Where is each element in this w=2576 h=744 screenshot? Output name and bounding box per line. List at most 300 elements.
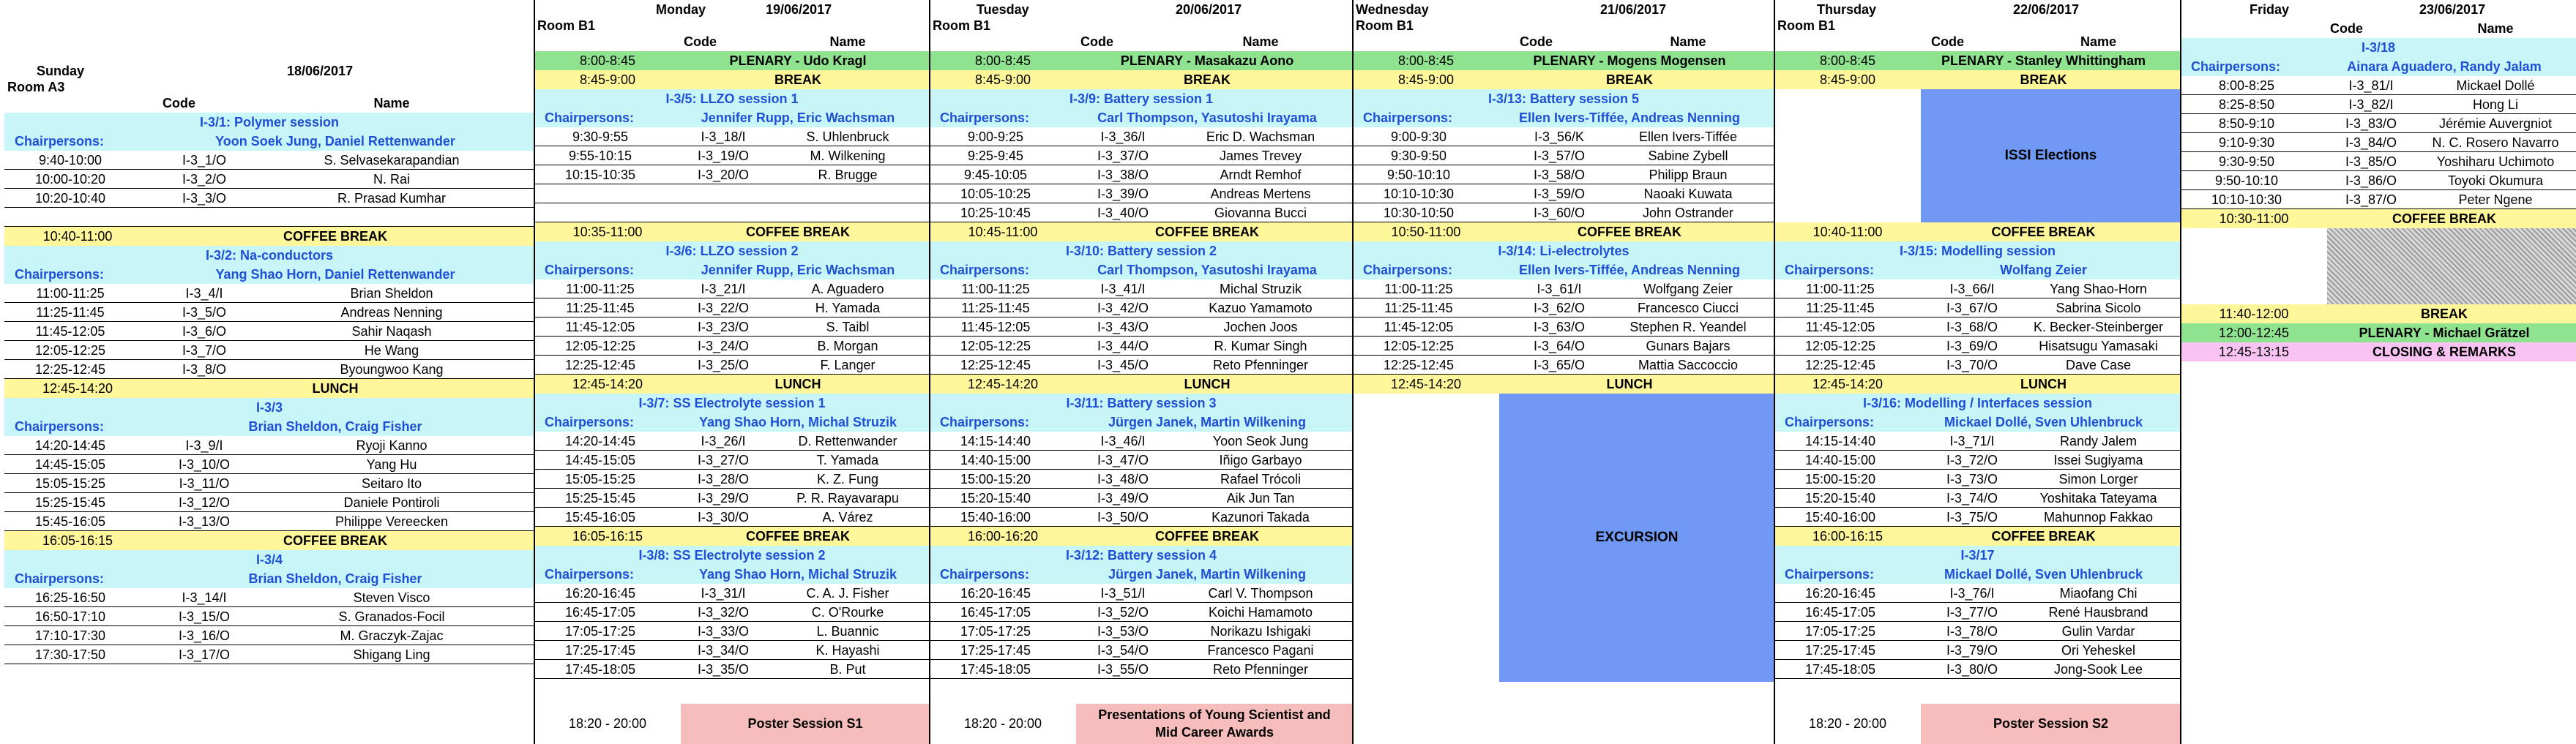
talk-time: 10:30-10:50 (1383, 206, 1455, 220)
speaker-name: Carl V. Thompson (1208, 586, 1313, 601)
session-title: I-3/2: Na-conductors (4, 246, 534, 265)
day-separator (1774, 0, 1775, 744)
talk-code: I-3_35/O (697, 662, 750, 677)
talk-code: I-3_16/O (178, 628, 231, 643)
chairpersons-label: Chairpersons: (940, 263, 1030, 277)
talk-code: I-3_83/O (2345, 116, 2397, 131)
chairpersons-label: Chairpersons: (2191, 59, 2281, 74)
talk-code: I-3_62/O (1533, 301, 1586, 315)
speaker-name: Yang Shao-Horn (2050, 282, 2147, 296)
day-date: 20/06/2017 (1176, 2, 1242, 17)
talk-code: I-3_66/I (1949, 282, 1995, 296)
talk-code: I-3_76/I (1949, 586, 1995, 601)
talk-code: I-3_34/O (697, 643, 750, 658)
talk-time: 15:25-15:45 (34, 495, 106, 510)
name-header: Name (2080, 34, 2117, 49)
speaker-name: Issei Sugiyama (2053, 453, 2143, 467)
talk-time: 16:45-17:05 (1804, 605, 1876, 620)
chairpersons-names: Yoon Soek Jung, Daniel Rettenwander (215, 134, 455, 149)
talk-time: 9:40-10:00 (38, 153, 102, 168)
talk-code: I-3_12/O (178, 495, 231, 510)
talk-time: 8:50-9:10 (2218, 116, 2275, 131)
talk-code: I-3_13/O (178, 514, 231, 529)
talk-code: I-3_58/O (1533, 168, 1586, 182)
talk-time: 10:10-10:30 (2211, 192, 2282, 207)
talk-code: I-3_50/O (1097, 510, 1149, 525)
speaker-name: M. Graczyk-Zajac (340, 628, 444, 643)
chairpersons-names: Carl Thompson, Yasutoshi Irayama (1097, 263, 1317, 277)
slot-title: COFFEE BREAK (1154, 225, 1259, 239)
monday-column (534, 0, 930, 744)
room-label: Room A3 (7, 80, 65, 94)
speaker-name: Daniele Pontiroli (343, 495, 440, 510)
speaker-name: M. Wilkening (810, 149, 886, 163)
talk-time: 17:45-18:05 (960, 662, 1031, 677)
slot-time: 16:00-16:20 (967, 529, 1039, 544)
speaker-name: Sabrina Sicolo (2056, 301, 2141, 315)
chairpersons-label: Chairpersons: (545, 415, 635, 429)
chairpersons-names: Brian Sheldon, Craig Fisher (248, 571, 422, 586)
talk-time: 17:45-18:05 (564, 662, 636, 677)
talk-time: 14:20-14:45 (564, 434, 636, 448)
slot-time: 12:45-14:20 (572, 377, 643, 391)
talk-time: 9:00-9:25 (967, 129, 1024, 144)
speaker-name (766, 203, 930, 222)
poster-title: Poster Session S2 (1993, 716, 2109, 731)
talk-time: 11:25-11:45 (36, 305, 105, 320)
chairpersons-label: Chairpersons: (1363, 110, 1453, 125)
talk-code: I-3_60/O (1533, 206, 1586, 220)
talk-time: 17:10-17:30 (34, 628, 106, 643)
talk-code: I-3_24/O (697, 339, 750, 353)
speaker-name: Philipp Braun (1649, 168, 1728, 182)
slot-time: 12:00-12:45 (2218, 326, 2290, 340)
code-header: Code (1520, 34, 1553, 49)
chairpersons-label: Chairpersons: (15, 267, 105, 282)
chairpersons-names: Jennifer Rupp, Eric Wachsman (701, 263, 895, 277)
talk-code: I-3_7/O (182, 343, 227, 358)
slot-title: COFFEE BREAK (1991, 529, 2096, 544)
talk-time: 9:55-10:15 (568, 149, 632, 163)
chairpersons-names: Mickael Dollé, Sven Uhlenbruck (1944, 567, 2143, 582)
chairpersons-label: Chairpersons: (1363, 263, 1453, 277)
slot-title: COFFEE BREAK (1577, 225, 1681, 239)
speaker-name: Hong Li (2472, 97, 2519, 112)
speaker-name: Jong-Sook Lee (2053, 662, 2143, 677)
talk-code: I-3_28/O (697, 472, 750, 486)
session-title: I-3/4 (4, 550, 534, 569)
speaker-name: S. Granados-Focil (338, 609, 445, 624)
day-date: 22/06/2017 (2013, 2, 2080, 17)
talk-code: I-3_59/O (1533, 187, 1586, 201)
talk-time (534, 203, 666, 222)
session-title: I-3/1: Polymer session (4, 113, 534, 132)
talk-time: 15:45-16:05 (564, 510, 636, 525)
speaker-name: F. Langer (820, 358, 876, 372)
speaker-name: John Ostrander (1642, 206, 1734, 220)
speaker-name: Yoshiharu Uchimoto (2436, 154, 2555, 169)
talk-time: 14:15-14:40 (1804, 434, 1876, 448)
talk-time: 12:25-12:45 (960, 358, 1031, 372)
talk-code: I-3_75/O (1946, 510, 1998, 525)
chairpersons-names: Yang Shao Horn, Michal Struzik (698, 567, 897, 582)
speaker-name: Andreas Mertens (1210, 187, 1311, 201)
talk-time: 11:25-11:45 (566, 301, 635, 315)
talk-code: I-3_63/O (1533, 320, 1586, 334)
speaker-name: Peter Ngene (2458, 192, 2533, 207)
poster-time: 18:20 - 20:00 (963, 716, 1042, 731)
talk-time: 14:45-15:05 (34, 457, 106, 472)
chairpersons-names: Ainara Aguadero, Randy Jalam (2347, 59, 2542, 74)
slot-time: 8:45-9:00 (1819, 72, 1876, 87)
talk-code: I-3_87/O (2345, 192, 2397, 207)
code-header: Code (163, 96, 195, 110)
talk-time: 11:45-12:05 (35, 324, 105, 339)
row-divider (1774, 678, 2181, 679)
slot-title: COFFEE BREAK (745, 529, 850, 544)
talk-time: 17:25-17:45 (1804, 643, 1876, 658)
talk-time: 9:10-9:30 (2218, 135, 2275, 150)
talk-time: 10:00-10:20 (34, 172, 106, 187)
day-separator (929, 0, 930, 744)
slot-title: LUNCH (1606, 377, 1653, 391)
talk-time: 11:45-12:05 (1384, 320, 1454, 334)
speaker-name: Randy Jalem (2059, 434, 2138, 448)
talk-time: 12:05-12:25 (34, 343, 106, 358)
row-divider (930, 678, 1353, 679)
room-label: Room B1 (1356, 18, 1414, 33)
speaker-name: Simon Lorger (2058, 472, 2138, 486)
session-title: I-3/18 (2181, 38, 2576, 57)
slot-title: LUNCH (1184, 377, 1231, 391)
name-header: Name (373, 96, 410, 110)
talk-code: I-3_25/O (697, 358, 750, 372)
poster-time: 18:20 - 20:00 (1808, 716, 1887, 731)
slot-title: PLENARY - Mogens Mogensen (1533, 53, 1726, 68)
talk-code: I-3_64/O (1533, 339, 1586, 353)
day-name: Monday (656, 2, 706, 17)
talk-time: 15:00-15:20 (1804, 472, 1876, 486)
talk-code: I-3_21/I (701, 282, 746, 296)
talk-code: I-3_36/I (1100, 129, 1146, 144)
talk-code: I-3_53/O (1097, 624, 1149, 639)
talk-time: 16:25-16:50 (34, 590, 106, 605)
slot-title: LUNCH (312, 381, 359, 396)
slot-time: 10:50-11:00 (1391, 225, 1461, 239)
chairpersons-label: Chairpersons: (940, 110, 1030, 125)
talk-time: 11:00-11:25 (1806, 282, 1875, 296)
speaker-name: D. Rettenwander (798, 434, 897, 448)
talk-time: 14:40-15:00 (1804, 453, 1876, 467)
talk-code: I-3_41/I (1100, 282, 1146, 296)
talk-time: 8:00-8:25 (2218, 78, 2275, 93)
speaker-name: T. Yamada (816, 453, 879, 467)
talk-time: 15:45-16:05 (34, 514, 106, 529)
talk-code: I-3_4/I (185, 286, 223, 301)
talk-code (681, 184, 766, 203)
talk-code: I-3_72/O (1946, 453, 1998, 467)
talk-time: 14:15-14:40 (960, 434, 1031, 448)
chairpersons-label: Chairpersons: (15, 419, 105, 434)
talk-code: I-3_81/I (2348, 78, 2394, 93)
talk-time: 17:30-17:50 (34, 647, 106, 662)
talk-code: I-3_26/I (701, 434, 746, 448)
session-title: I-3/16: Modelling / Interfaces session (1774, 394, 2181, 413)
speaker-name: Yang Hu (366, 457, 417, 472)
session-title: I-3/12: Battery session 4 (930, 546, 1353, 565)
session-title: I-3/7: SS Electrolyte session 1 (534, 394, 930, 413)
speaker-name: Yoshitaka Tateyama (2039, 491, 2157, 506)
speaker-name: H. Yamada (815, 301, 881, 315)
talk-code: I-3_46/I (1100, 434, 1146, 448)
slot-time: 11:40-12:00 (2219, 307, 2289, 321)
speaker-name: Jérémie Auvergniot (2438, 116, 2553, 131)
name-header: Name (1670, 34, 1706, 49)
talk-code: I-3_27/O (697, 453, 750, 467)
talk-code: I-3_32/O (697, 605, 750, 620)
slot-title: COFFEE BREAK (1991, 225, 2096, 239)
talk-code: I-3_71/I (1949, 434, 1995, 448)
talk-code: I-3_67/O (1946, 301, 1998, 315)
talk-code: I-3_31/I (701, 586, 746, 601)
chairpersons-label: Chairpersons: (940, 415, 1030, 429)
talk-code: I-3_44/O (1097, 339, 1149, 353)
speaker-name: Dave Case (2065, 358, 2132, 372)
chairpersons-label: Chairpersons: (1785, 415, 1875, 429)
speaker-name: Jochen Joos (1223, 320, 1298, 334)
talk-code: I-3_20/O (697, 168, 750, 182)
speaker-name: R. Kumar Singh (1214, 339, 1307, 353)
slot-time: 12:45-14:20 (967, 377, 1039, 391)
speaker-name: Yoon Seok Jung (1212, 434, 1309, 448)
speaker-name: Toyoki Okumura (2447, 173, 2544, 188)
talk-time: 10:20-10:40 (34, 191, 106, 206)
slot-time: 12:45-14:20 (1390, 377, 1462, 391)
talk-code: I-3_1/O (182, 153, 227, 168)
chairpersons-names: Yang Shao Horn, Michal Struzik (698, 415, 897, 429)
chairpersons-names: Carl Thompson, Yasutoshi Irayama (1097, 110, 1317, 125)
speaker-name: B. Morgan (817, 339, 878, 353)
excursion-block: EXCURSION (1499, 394, 1774, 682)
talk-code: I-3_56/K (1534, 129, 1585, 144)
talk-code: I-3_85/O (2345, 154, 2397, 169)
chairpersons-names: Jürgen Janek, Martin Wilkening (1108, 415, 1306, 429)
session-title: I-3/5: LLZO session 1 (534, 89, 930, 108)
speaker-name: C. O'Rourke (811, 605, 884, 620)
sunday-column (4, 0, 534, 744)
talk-time: 11:45-12:05 (1805, 320, 1875, 334)
speaker-name: Shigang Ling (353, 647, 430, 662)
issi-elections-block: ISSI Elections (1921, 89, 2181, 222)
code-header: Code (2330, 21, 2363, 36)
talk-code: I-3_33/O (697, 624, 750, 639)
speaker-name: A. Várez (822, 510, 873, 525)
speaker-name: N. Rai (373, 172, 410, 187)
talk-code: I-3_9/I (185, 438, 223, 453)
talk-code: I-3_57/O (1533, 149, 1586, 163)
slot-title: PLENARY - Udo Kragl (729, 53, 867, 68)
slot-title: COFFEE BREAK (2392, 211, 2496, 226)
slot-time: 8:00-8:45 (1819, 53, 1876, 68)
talk-time: 9:30-9:50 (1390, 149, 1447, 163)
talk-time: 15:05-15:25 (564, 472, 636, 486)
speaker-name: Koichi Hamamoto (1208, 605, 1313, 620)
talk-time: 11:25-11:45 (1806, 301, 1875, 315)
talk-code: I-3_78/O (1946, 624, 1998, 639)
talk-time: 17:25-17:45 (564, 643, 636, 658)
talk-time: 8:25-8:50 (2218, 97, 2275, 112)
talk-code: I-3_39/O (1097, 187, 1149, 201)
talk-time: 15:40-16:00 (1804, 510, 1876, 525)
chairpersons-names: Wolfang Zeier (2000, 263, 2087, 277)
talk-code: I-3_61/I (1537, 282, 1582, 296)
speaker-name: Arndt Remhof (1220, 168, 1302, 182)
speaker-name: S. Selvasekarapandian (324, 153, 460, 168)
speaker-name: L. Buannic (816, 624, 879, 639)
day-date: 23/06/2017 (2419, 2, 2486, 17)
chairpersons-names: Ellen Ivers-Tiffée, Andreas Nenning (1518, 110, 1741, 125)
speaker-name: Francesco Pagani (1207, 643, 1314, 658)
session-title: I-3/17 (1774, 546, 2181, 565)
slot-title: PLENARY - Michael Grätzel (2359, 326, 2530, 340)
talk-code: I-3_11/O (179, 476, 230, 491)
slot-time: 8:00-8:45 (579, 53, 636, 68)
slot-title: CLOSING & REMARKS (2372, 345, 2516, 359)
speaker-name: Seitaro Ito (361, 476, 422, 491)
room-label: Room B1 (1777, 18, 1836, 33)
chairpersons-label: Chairpersons: (1785, 567, 1875, 582)
speaker-name (249, 208, 534, 227)
speaker-name: Sahir Naqash (351, 324, 432, 339)
unavailable-slot (2327, 228, 2576, 304)
poster-time: 18:20 - 20:00 (568, 716, 647, 731)
chairpersons-names: Ellen Ivers-Tiffée, Andreas Nenning (1518, 263, 1741, 277)
talk-code: I-3_80/O (1946, 662, 1998, 677)
talk-code: I-3_73/O (1946, 472, 1998, 486)
session-title: I-3/13: Battery session 5 (1353, 89, 1774, 108)
slot-title: COFFEE BREAK (283, 533, 387, 548)
talk-time: 14:20-14:45 (34, 438, 106, 453)
day-date: 21/06/2017 (1600, 2, 1667, 17)
slot-title: LUNCH (774, 377, 821, 391)
talk-code: I-3_45/O (1097, 358, 1149, 372)
talk-code: I-3_82/I (2348, 97, 2394, 112)
speaker-name: C. A. J. Fisher (806, 586, 889, 601)
day-name: Sunday (37, 64, 85, 78)
slot-title: BREAK (1605, 72, 1653, 87)
tuesday-column (930, 0, 1353, 744)
speaker-name: N. C. Rosero Navarro (2432, 135, 2559, 150)
slot-time: 16:05-16:15 (42, 533, 113, 548)
speaker-name: B. Put (829, 662, 866, 677)
chairpersons-names: Yang Shao Horn, Daniel Rettenwander (215, 267, 455, 282)
talk-time: 14:45-15:05 (564, 453, 636, 467)
speaker-name: Norikazu Ishigaki (1210, 624, 1311, 639)
chairpersons-label: Chairpersons: (940, 567, 1030, 582)
speaker-name: Kazuo Yamamoto (1209, 301, 1313, 315)
talk-time: 10:25-10:45 (960, 206, 1031, 220)
talk-time: 9:50-10:10 (1386, 168, 1451, 182)
speaker-name: R. Prasad Kumhar (337, 191, 447, 206)
talk-time: 16:45-17:05 (564, 605, 636, 620)
day-separator (1352, 0, 1354, 744)
slot-time: 8:00-8:45 (974, 53, 1031, 68)
speaker-name: K. Z. Fung (816, 472, 879, 486)
speaker-name: K. Becker-Steinberger (2033, 320, 2164, 334)
code-header: Code (684, 34, 717, 49)
speaker-name: Naoaki Kuwata (1643, 187, 1733, 201)
talk-code (160, 208, 249, 227)
talk-code: I-3_77/O (1946, 605, 1998, 620)
chairpersons-names: Brian Sheldon, Craig Fisher (248, 419, 422, 434)
session-title: I-3/9: Battery session 1 (930, 89, 1353, 108)
speaker-name: A. Aguadero (811, 282, 884, 296)
speaker-name: Wolfgang Zeier (1643, 282, 1733, 296)
speaker-name: Aik Jun Tan (1226, 491, 1295, 506)
speaker-name: Steven Visco (353, 590, 430, 605)
talk-code: I-3_42/O (1097, 301, 1149, 315)
talk-time: 11:00-11:25 (36, 286, 105, 301)
talk-code: I-3_86/O (2345, 173, 2397, 188)
session-title: I-3/10: Battery session 2 (930, 241, 1353, 260)
room-label: Room B1 (537, 18, 596, 33)
talk-code: I-3_10/O (178, 457, 231, 472)
chairpersons-names: Jennifer Rupp, Eric Wachsman (701, 110, 895, 125)
talk-time: 16:20-16:45 (1804, 586, 1876, 601)
talk-code: I-3_55/O (1097, 662, 1149, 677)
speaker-name: Gulin Vardar (2061, 624, 2135, 639)
slot-title: PLENARY - Stanley Whittingham (1941, 53, 2146, 68)
talk-code: I-3_6/O (182, 324, 227, 339)
session-title: I-3/3 (4, 398, 534, 417)
talk-code: I-3_70/O (1946, 358, 1998, 372)
talk-time: 9:50-10:10 (2214, 173, 2279, 188)
awards-title-line2: Mid Career Awards (1154, 725, 1274, 740)
slot-title: BREAK (1183, 72, 1231, 87)
slot-time: 8:45-9:00 (579, 72, 636, 87)
talk-code: I-3_8/O (182, 362, 227, 377)
talk-time: 15:20-15:40 (960, 491, 1031, 506)
session-title: I-3/15: Modelling session (1774, 241, 2181, 260)
talk-time: 9:45-10:05 (963, 168, 1028, 182)
speaker-name: Ori Yeheskel (2061, 643, 2136, 658)
talk-time: 10:05-10:25 (960, 187, 1031, 201)
day-date: 19/06/2017 (766, 2, 832, 17)
speaker-name: Iñigo Garbayo (1219, 453, 1302, 467)
day-name: Thursday (1817, 2, 1877, 17)
talk-time: 11:00-11:25 (961, 282, 1030, 296)
talk-code: I-3_18/I (701, 129, 746, 144)
slot-time: 12:45-14:20 (1812, 377, 1884, 391)
talk-code: I-3_49/O (1097, 491, 1149, 506)
speaker-name: S. Taibl (826, 320, 870, 334)
row-divider (534, 678, 930, 679)
talk-code: I-3_19/O (697, 149, 750, 163)
talk-code: I-3_38/O (1097, 168, 1149, 182)
talk-time: 15:00-15:20 (960, 472, 1031, 486)
name-header: Name (1242, 34, 1279, 49)
slot-time: 10:40-11:00 (42, 229, 113, 244)
slot-time: 16:00-16:15 (1812, 529, 1884, 544)
talk-time: 17:45-18:05 (1804, 662, 1876, 677)
talk-time: 9:30-9:55 (572, 129, 629, 144)
slot-time: 10:45-11:00 (968, 225, 1038, 239)
speaker-name: R. Brugge (818, 168, 878, 182)
slot-title: COFFEE BREAK (1154, 529, 1259, 544)
talk-time (534, 184, 666, 203)
speaker-name (766, 184, 930, 203)
talk-code: I-3_65/O (1533, 358, 1586, 372)
